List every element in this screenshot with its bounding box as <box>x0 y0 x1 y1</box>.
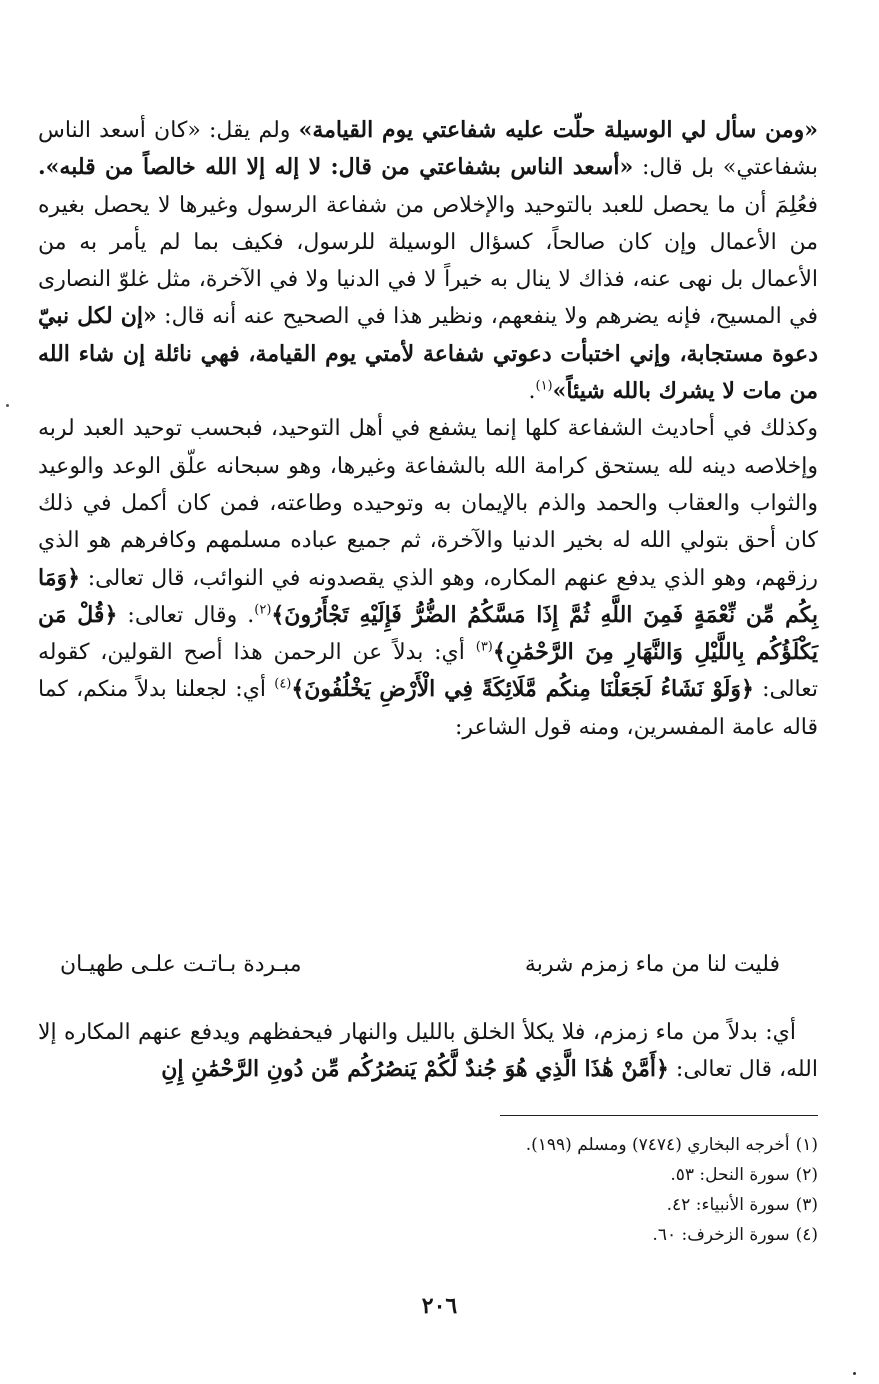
text-run: . <box>528 379 536 405</box>
footnote-ref-4[interactable]: (٤) <box>274 677 292 693</box>
paragraph-2 <box>38 410 818 746</box>
footnote-2 <box>400 1160 818 1190</box>
footnote-number: (١) <box>795 1135 818 1155</box>
quran-verse-1: ﴿وَمَا بِكُم مِّن نِّعْمَةٍ فَمِنَ اللَّهِ ثُمَّ إِذَا مَسَّكُمُ الضُّرُّ فَإِلَيْهِ تَجْأَرُونَ﴾ <box>38 564 818 628</box>
text-run: وكذلك في أحاديث الشفاعة كلها إنما يشفع في أهل التوحيد، فبحسب توحيد العبد لربه وإخلاصه دينه لله يستحق كرامة الله بالشفاعة وغيرها، وهو سبحانه علّق الوعد والوعيد والثواب والعقاب والحمد والذم بالإيمان به وتوحيده وطاعته، فمن كان أكمل في ذلك كان أحق بتولي الله له بخير الدنيا والآخرة، ثم جميع عباده مسلمهم وكافرهم هو الذي رزقهم، وهو الذي يدفع عنهم المكاره، وهو الذي يقصدونه في النوائب، قال تعالى: <box>38 416 818 591</box>
footnotes <box>400 1130 818 1250</box>
footnote-text: سورة الزخرف: ٦٠. <box>652 1225 790 1245</box>
text-run: أي: بدلاً من ماء زمزم، فلا يكلأ الخلق بالليل والنهار فيحفظهم ويدفع عنهم المكاره إلا الله، قال تعالى: <box>38 1020 818 1083</box>
footnote-4 <box>400 1220 818 1250</box>
poetry-verse <box>60 946 780 983</box>
footnote-number: (٤) <box>795 1225 818 1245</box>
verse-first-hemistich: فليت لنا من ماء زمزم شربة <box>524 952 780 977</box>
footnote-ref-3[interactable]: (٣) <box>475 639 493 655</box>
footnote-1 <box>400 1130 818 1160</box>
footnote-text: أخرجه البخاري (٧٤٧٤) ومسلم (١٩٩). <box>525 1135 790 1155</box>
hadith-quote-3: «إن لكل نبيّ دعوة مستجابة، وإني اختبأت دعوتي شفاعة لأمتي يوم القيامة، فهي نائلة إن شاء الله من مات لا يشرك بالله شيئاً» <box>38 303 818 405</box>
main-text <box>38 112 818 746</box>
paragraph-3 <box>38 1014 818 1089</box>
footnote-number: (٣) <box>795 1195 818 1215</box>
quran-verse-3: ﴿وَلَوْ نَشَاءُ لَجَعَلْنَا مِنكُم مَّلَائِكَةً فِي الْأَرْضِ يَخْلُفُونَ﴾ <box>291 676 754 703</box>
text-run: أي: لجعلنا بدلاً منكم، كما قاله عامة المفسرين، ومنه قول الشاعر: <box>38 677 818 740</box>
text-run: فعُلِمَ أن ما يحصل للعبد بالتوحيد والإخلاص من شفاعة الرسول وغيرها لا يحصل بغيره من الأعمال وإن كان صالحاً، كسؤال الوسيلة للرسول، فكيف بما لم يأمر به من الأعمال بل نهى عنه، فذاك لا ينال به خيراً لا في الدنيا ولا في الآخرة، مثل غلوّ النصارى في المسيح، فإنه يضرهم ولا ينفعهم، ونظير هذا في الصحيح عنه أنه قال: <box>38 192 818 330</box>
page-number: ٢٠٦ <box>421 1293 458 1319</box>
footnote-separator <box>500 1115 818 1116</box>
footnote-text: سورة الأنبياء: ٤٢. <box>666 1195 790 1215</box>
hadith-quote-1: «ومن سأل لي الوسيلة حلّت عليه شفاعتي يوم القيامة» <box>298 117 818 143</box>
text-run: ولم يقل: «كان أسعد الناس بشفاعتي» بل قال: <box>38 118 818 181</box>
footnote-text: سورة النحل: ٥٣. <box>670 1165 790 1185</box>
text-run: . وقال تعالى: <box>117 602 255 628</box>
footnote-ref-2[interactable]: (٢) <box>254 602 272 618</box>
quran-verse-2: ﴿قُلْ مَن يَكْلَؤُكُم بِاللَّيْلِ وَالنَّهَارِ مِنَ الرَّحْمَٰنِ﴾ <box>38 601 818 666</box>
hadith-quote-2: «أسعد الناس بشفاعتي من قال: لا إله إلا الله خالصاً من قلبه». <box>38 154 634 181</box>
footnote-3 <box>400 1190 818 1220</box>
footnote-ref-1[interactable]: (١) <box>535 378 553 394</box>
quran-verse-4: ﴿أَمَّنْ هَٰذَا الَّذِي هُوَ جُندٌ لَّكُمْ يَنصُرُكُم مِّن دُونِ الرَّحْمَٰنِ إِنِ <box>161 1056 669 1083</box>
text-run: أي: بدلاً عن الرحمن هذا أصح القولين، كقوله تعالى: <box>38 640 818 703</box>
paragraph-1 <box>38 112 818 410</box>
verse-second-hemistich: مبـردة بـاتـت علـى طهيـان <box>60 952 302 977</box>
footnote-number: (٢) <box>795 1165 818 1185</box>
scan-speck <box>6 404 9 407</box>
scan-speck <box>853 1372 856 1375</box>
